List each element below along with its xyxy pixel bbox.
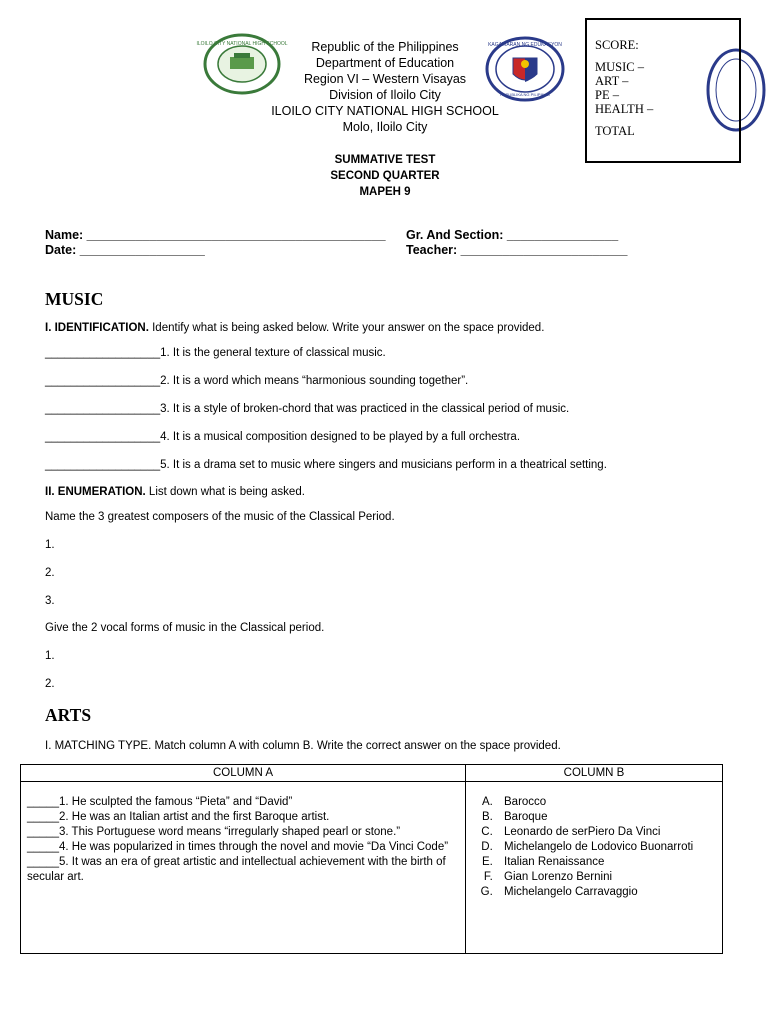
arts-heading: ARTS	[45, 705, 92, 725]
score-music: MUSIC –	[595, 60, 644, 74]
matching-choice: D. Michelangelo de Lodovico Buonarroti	[496, 840, 722, 855]
deped-seal-text: KAGAWARAN NG EDUKASYON	[488, 42, 562, 48]
enumeration-text: List down what is being asked.	[145, 486, 305, 498]
title-line: SUMMATIVE TEST	[334, 154, 436, 166]
teacher-field[interactable]: Teacher: ________________________	[406, 243, 628, 257]
matching-choice: B. Baroque	[496, 810, 722, 825]
enumeration-label: II. ENUMERATION.	[45, 486, 146, 498]
matching-item[interactable]: _____5. It was an era of great artistic and intellectual achievement with the birth of secular art.	[27, 856, 446, 883]
matching-choice: C. Leonardo de serPiero Da Vinci	[496, 825, 722, 840]
score-box	[585, 18, 741, 163]
column-a-cell	[21, 782, 466, 954]
enumeration-question: Give the 2 vocal forms of music in the Classical period.	[45, 622, 325, 634]
matching-choice: A. Barocco	[496, 795, 722, 810]
score-label: SCORE:	[595, 38, 639, 52]
letterhead-line: Molo, Iloilo City	[342, 120, 428, 134]
matching-choice: G. Michelangelo Carravaggio	[496, 885, 722, 900]
identification-instruction	[45, 322, 544, 334]
score-total: TOTAL	[595, 124, 635, 138]
music-heading: MUSIC	[45, 289, 104, 309]
name-field[interactable]: Name: ___________________________________________	[45, 228, 386, 242]
identification-item[interactable]: __________________5. It is a drama set to music where singers and musicians perform in a theatrical setting.	[45, 459, 607, 471]
letterhead-line: Region VI – Western Visayas	[303, 72, 467, 86]
enumeration-question: Name the 3 greatest composers of the music of the Classical Period.	[45, 511, 395, 523]
deped-seal-subtext: REPUBLIKA NG PILIPINAS	[500, 92, 550, 97]
identification-label: I. IDENTIFICATION.	[45, 322, 149, 334]
column-b-cell	[466, 782, 723, 954]
test-title	[230, 152, 540, 200]
score-health: HEALTH –	[595, 102, 654, 116]
matching-choice: F. Gian Lorenzo Bernini	[496, 870, 722, 885]
enumeration-instruction	[45, 486, 305, 498]
matching-item[interactable]: _____3. This Portuguese word means “irregularly shaped pearl or stone.”	[27, 826, 401, 838]
grade-section-field[interactable]: Gr. And Section: ________________	[406, 228, 619, 242]
matching-table	[20, 764, 723, 954]
matching-item[interactable]: _____2. He was an Italian artist and the first Baroque artist.	[27, 811, 330, 823]
title-line: MAPEH 9	[359, 186, 411, 198]
title-line: SECOND QUARTER	[330, 170, 440, 182]
column-a-header: COLUMN A	[21, 765, 466, 782]
enumeration-answer[interactable]: 2.	[45, 567, 55, 579]
letterhead-line: Department of Education	[315, 56, 455, 70]
letterhead-line: Republic of the Philippines	[311, 40, 459, 54]
score-pe: PE –	[595, 88, 619, 102]
letterhead	[230, 39, 540, 135]
identification-item[interactable]: __________________3. It is a style of broken-chord that was practiced in the classical period of music.	[45, 403, 570, 415]
letterhead-line: Division of Iloilo City	[329, 88, 441, 102]
matching-item[interactable]: _____1. He sculpted the famous “Pieta” and “David”	[27, 796, 293, 808]
enumeration-answer[interactable]: 3.	[45, 595, 55, 607]
matching-instruction: I. MATCHING TYPE. Match column A with column B. Write the correct answer on the space provided.	[45, 740, 561, 752]
score-art: ART –	[595, 74, 629, 88]
matching-choice: E. Italian Renaissance	[496, 855, 722, 870]
identification-item[interactable]: __________________2. It is a word which means “harmonious sounding together”.	[45, 375, 469, 387]
identification-item[interactable]: __________________1. It is the general texture of classical music.	[45, 347, 386, 359]
enumeration-answer[interactable]: 1.	[45, 539, 55, 551]
identification-item[interactable]: __________________4. It is a musical composition designed to be played by a full orchestra.	[45, 431, 521, 443]
enumeration-answer[interactable]: 2.	[45, 678, 55, 690]
identification-text: Identify what is being asked below. Write your answer on the space provided.	[148, 322, 545, 334]
school-seal-text: ILOILO CITY NATIONAL HIGH SCHOOL	[196, 41, 288, 47]
enumeration-answer[interactable]: 1.	[45, 650, 55, 662]
column-b-header: COLUMN B	[466, 765, 723, 782]
matching-item[interactable]: _____4. He was popularized in times through the novel and movie “Da Vinci Code”	[27, 841, 449, 853]
letterhead-line: ILOILO CITY NATIONAL HIGH SCHOOL	[271, 104, 499, 118]
date-field[interactable]: Date: __________________	[45, 243, 205, 257]
